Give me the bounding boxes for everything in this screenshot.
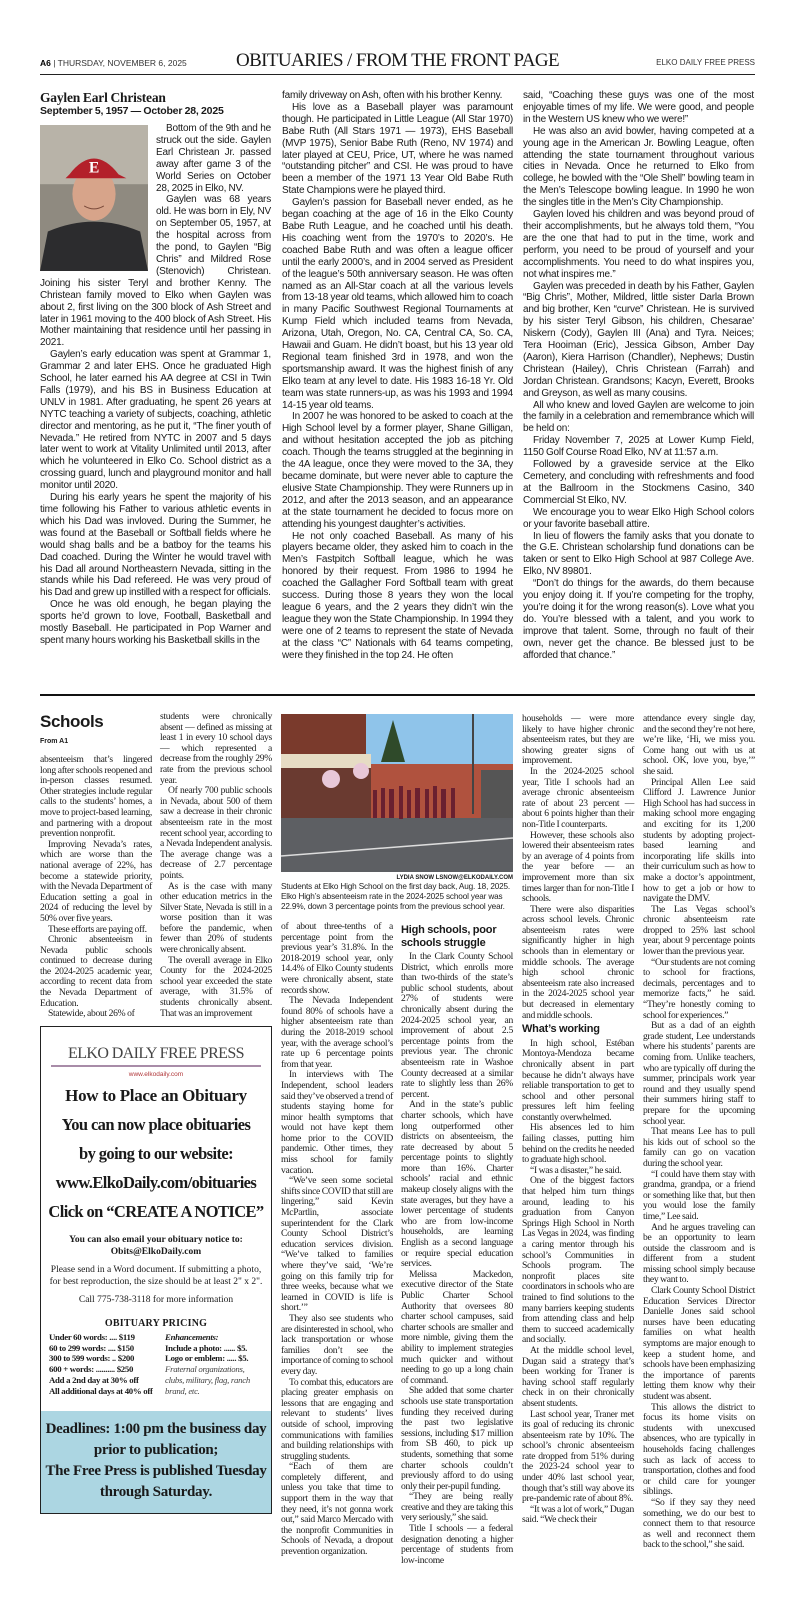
deadline-banner	[41, 1411, 271, 1513]
obituary-portrait-photo	[40, 125, 148, 271]
schools-left-block	[40, 712, 272, 1514]
paragraph: of about three-tenths of a percentage point from the previous year’s 31.8%. In the 2018-2019 school year, only 14.4% of Elko County students were chronically absent, state records show.	[281, 921, 393, 996]
paragraph: Last school year, Traner met its goal of reducing its chronic absenteeism rate by 10%. The school’s chronic absenteeism rate dropped from 51% during the 2023-24 school year to under 40% last school year, though that’s still way above its pre-pandemic rate of about 8%.	[522, 1408, 634, 1505]
ad-email-line: You can also email your obituary notice to:	[69, 1234, 243, 1245]
price-row: Under 60 words: .... $119	[49, 1331, 135, 1342]
paragraph: The Nevada Independent found 80% of schools have a higher absenteeism rate than during the 2018-2019 school year, with the average school’s rate up 6 percentage points from that year.	[281, 995, 393, 1070]
price-row: Add a 2nd day at 30% off	[49, 1375, 139, 1386]
page-header	[40, 52, 755, 75]
schools-column-3	[281, 922, 393, 1566]
svg-text:E: E	[88, 159, 100, 177]
deadline-line: Deadlines: 1:00 pm the business day	[45, 1420, 267, 1437]
paragraph: During his early years he spent the majority of his time following his Father to various athletic events in which his Dad was invloved. During the Summer, he was found at the Baseball or Softball fields where he would shag balls and be a batboy for the teams his Dad coached. During the Winter he would travel with his Dad all around Northeastern Nevada, sitting in the stands while his Dad refereed. He was very proud of his Dad and grew up instilled with a respect for officials.	[40, 492, 271, 599]
paragraph: We encourage you to wear Elko High School colors or your favorite baseball attire.	[523, 506, 754, 530]
ad-url[interactable]: www.elkodaily.com	[128, 1070, 184, 1078]
paragraph: In lieu of flowers the family asks that you donate to the G.E. Christean scholarship fund donations can be taken or sent to Elko High School at 987 College Ave. Elko, NV 89801.	[523, 530, 754, 578]
paragraph: In 2007 he was honored to be asked to coach at the High School level by a former player, Shane Gilligan, and without hesitation accepted the job as pitching coach. Though the teams struggled at the beginning in the 4A league, once they were moved to the 3A, they became dominate, but were never able to capture the elusive State Championship. They were Runners up in 2012, and after the 2013 season, and an appearance at the state tournament he decided to focus more on attending his youngest daughter’s activities.	[282, 411, 513, 530]
paragraph: Improving Nevada’s rates, which are worse than the national average of 22%, has become a statewide priority, with the Nevada Department of Education setting a goal in 2024 of reducing the level by 50% over five years.	[40, 838, 152, 924]
paragraph: He was also an avid bowler, having competed at a young age in the American Jr. Bowling League, often attending the state tournament throughout various cities in Nevada. Once he returned to Elko from college, he bowled with the “Ole Shell” bowling team in the Men’s Telescope bowling league. In 1990 he won the singles title in the Men’s City Championship.	[523, 125, 754, 209]
obituary-column-2	[282, 90, 513, 662]
obituary-name: Gaylen Earl Christean	[40, 90, 166, 105]
pricing-table	[41, 1329, 271, 1397]
photo-credit: LYDIA SNOW LSNOW@ELKODAILY.COM	[396, 875, 513, 881]
elko-daily-logo: ELKO DAILY FREE PRESS	[51, 1043, 261, 1067]
paragraph: To combat this, educators are placing greater emphasis on lessons that are engaging and relevant to students’ lives outside of school, improving communications with families and building relationships with struggling students.	[281, 1376, 393, 1462]
paragraph: households — were more likely to have higher chronic absenteeism rates, but they are showing greater signs of improvement.	[522, 713, 634, 767]
paragraph: And in the state’s public charter schools, which have long outperformed other districts on absenteeism, the rate decreased by about 5 percentage points to slightly more than 16%. Charter schools’ racial and ethnic makeup closely aligns with the state averages, but they have a lower percentage of students who are from low-income households, are learning English as a second language or require special education services.	[401, 1099, 513, 1270]
schools-column-6	[643, 714, 755, 1551]
paragraph: “I was a disaster,” he said.	[530, 1164, 622, 1176]
paragraph: That means Lee has to pull his kids out of school so the family can go on vacation during the school year.	[643, 1126, 755, 1169]
schools-column-4	[401, 922, 513, 1566]
paragraph: “I could have them stay with grandma, grandpa, or a friend or something like that, but then you would lose the family time,” Lee said.	[643, 1168, 755, 1222]
schools-column-2	[160, 712, 272, 1020]
paragraph: His absences led to him failing classes, putting him behind on the credits he needed to graduate high school.	[522, 1122, 634, 1166]
paragraph: And he argues traveling can be an opportunity to learn outside the classroom and is different from a student missing school simply because they want to.	[643, 1221, 755, 1286]
ad-line: by going to our website:	[79, 1143, 233, 1163]
subheading: High schools, poor schools struggle	[401, 924, 497, 949]
paragraph: But as a dad of an eighth grade student, Lee understands where his students’ parents are coming from. Unlike teachers, who are typically off during the summer, principals work year round and they usually spend their summers hiring staff to prepare for the upcoming school year.	[643, 1020, 755, 1127]
paragraph: Of nearly 700 public schools in Nevada, about 500 of them saw a decrease in their chronic absenteeism rate in the most recent school year, according to a Nevada Independent analysis. The average change was a decrease of 2.7 percentage points.	[160, 785, 272, 881]
paragraph: family driveway on Ash, often with his brother Kenny.	[282, 90, 503, 101]
paragraph: Once he was old enough, he began playing the sports he’d grown to love, Football, Basketball and mostly Baseball. He participated in Pop Warner and spent many hours working his Basketball skills in the	[40, 599, 271, 646]
ad-word-doc: Please send in a Word document. If submitting a photo, for best reproduction, the size should be at least 2" x 2".	[49, 1264, 263, 1287]
paragraph: His love as a Baseball player was paramount though. He participated in Little League (All Star 1970) Babe Ruth (All Stars 1971 — 1973), EHS Baseball (MVP 1975), Senior Babe Ruth (Reno, NV 1974) and later played at CEU, Price, UT, where he was named “outstanding pitcher” and CSI. He was proud to have been a member of the 1971 13 Year Old Babe Ruth State Champions were he played third.	[282, 101, 513, 197]
paragraph: Gaylen loved his children and was beyond proud of their accomplishments, but he always told them, “You are the one that had to put in the time, work and perform, you need to be proud of yourself and your accomplishments. You need to do what inspires you, not what inspires me.”	[523, 209, 754, 280]
schools-middle-block	[281, 714, 513, 1566]
price-row: 60 to 299 words: .... $150	[49, 1342, 134, 1353]
paragraph: “So if they say they need something, we do our best to connect them to that resource as well and reconnect them back to the school,” she said.	[643, 1496, 755, 1551]
paragraph: Friday November 7, 2025 at Lower Kump Field, 1150 Golf Course Road Elko, NV at 11:57 a.m.	[523, 435, 754, 459]
paragraph: At the middle school level, Dugan said a strategy that’s been working for Traner is having school staff regularly check in on their chronically absent students.	[522, 1344, 634, 1409]
schools-column-1	[40, 755, 152, 1020]
paragraph: This allows the district to focus its home visits on students with unexcused absences, who are typically in households facing challenges such as lack of access to transportation, clothes and food or child care for younger siblings.	[643, 1401, 755, 1498]
schools-column-5	[522, 714, 634, 1526]
price-row: 600 + words: .......... $250	[49, 1364, 134, 1375]
obituary-column-3	[523, 90, 754, 662]
schools-title: Schools	[40, 712, 104, 731]
paragraph: In the Clark County School District, which enrolls more than two-thirds of the state’s public school students, about 27% of students were chronically absent during the 2024-2025 school year, an improvement of about 2.5 percentage points from the previous year. The chronic absenteeism rate in Washoe County decreased at a similar rate to slightly less than 26% percent.	[401, 951, 513, 1100]
ad-headline: How to Place an Obituary	[65, 1085, 247, 1105]
paragraph: In the 2024-2025 school year, Title I schools had an average chronic absenteeism rate of about 23 percent — about 6 points higher than their non-Title I counterparts.	[522, 765, 634, 830]
paragraph: “Don’t do things for the awards, do them because you enjoy doing it. If you’re competing for the trophy, you’re doing it for the wrong reason(s). Love what you do. You’re blessed with a talent, and you work to improve that talent. Some, through no fault of their own, never get the chance. Be blessed just to be afforded that chance.”	[523, 578, 754, 661]
paragraph: Chronic absenteeism in Nevada public schools continued to decrease during the 2024-2025 academic year, according to recent data from the Nevada Department of Education.	[40, 934, 152, 1009]
paragraph: Bottom of the 9th and he struck out the side. Gaylen Earl Christean Jr. passed away after game 3 of the World Series on October 28, 2025 in Elko, NV.	[156, 123, 271, 194]
enhancement-row: Logo or emblem: ..... $5.	[165, 1353, 249, 1364]
deadline-line: prior to publication;	[93, 1441, 219, 1458]
paragraph: Melissa Mackedon, executive director of the State Public Charter School Authority that oversees 80 charter school campuses, said charter schools are smaller and more nimble, giving them the ability to implement strategies much quicker and without needing to go up a long chain of command.	[401, 1268, 513, 1386]
pricing-title: OBITUARY PRICING	[104, 1317, 208, 1329]
paragraph: The overall average in Elko County for the 2024-2025 school year exceeded the state average, with 31.5% of students chronically absent. That was an improvement	[160, 954, 272, 1019]
subheading: What’s working	[522, 1023, 600, 1036]
ad-website-link[interactable]: www.ElkoDaily.com/obituaries	[55, 1172, 257, 1192]
enhancement-row: Include a photo: ...... $5.	[165, 1342, 248, 1353]
deadline-line: through Saturday.	[99, 1483, 213, 1500]
paragraph: In interviews with The Independent, school leaders said they’ve observed a trend of students staying home for minor health symptoms that would not have kept them home prior to the COVID pandemic. Other times, they miss school for family vacation.	[281, 1069, 393, 1176]
paragraph: “Each of them are completely different, and unless you take that time to support them in the way that they need, it’s not gonna work out,” said Marco Mercado with the nonprofit Communities in Schools of Nevada, a dropout prevention organization.	[281, 1461, 393, 1558]
paragraph: Clark County School District Education Services Director Danielle Jones said school nurses have been educating families on what health symptoms are major enough to keep a student home, and schools have been emphasizing the importance of parents letting them know why their student was absent.	[643, 1285, 755, 1402]
paragraph: Gaylen’s passion for Baseball never ended, as he began coaching at the age of 16 in the Elko County Babe Ruth League, and he coached until his death. His coaching went from the 1970’s to 2020’s. He coached Babe Ruth and was often a league officer until the early 2000’s, and in 2004 served as President of the league’s 50th anniversary season. He was often named as an All-Star coach at all the various levels from 13-18 year old teams, which allowed him to coach in many Pacific Southwest Regional Tournaments at Kump Field which included teams from Nevada, Arizona, Utah, Oregon, No. CA, Central CA, So. CA, Hawaii and Guam. He didn’t boast, but his 13 year old Regional team finished 3rd in 1978, and won the sportsmanship award. It was the highest finish of any Elko team at any level to date. His 1983 16-18 Yr. Old team was state runners-up, as was his 1993 and 1994 14-15 year old teams.	[282, 197, 513, 411]
paragraph: Gaylen’s early education was spent at Grammar 1, Grammar 2 and later EHS. Once he graduated High School, he later earned his AA degree at CSI in Twin Falls (1979), and his BS in Business Education at UNLV in 1981. After graduating, he spent 26 years at NYTC teaching a variety of subjects, coaching, athletic director and mentoring, as he put it, “The finer youth of Nevada.” He retired from NYTC in 2007 and 5 days later went to work at Vitality Unlimited until 2013, after which he volunteered in Elko Co. School district as a crossing guard, lunch and playground monitor and hall monitor until 2020.	[40, 349, 271, 492]
deadline-line: The Free Press is published Tuesday	[45, 1462, 267, 1479]
paragraph: He not only coached Baseball. As many of his players became older, they asked him to coach in the Men’s Fastpitch Softball league, which he was honored by their request. From 1986 to 1994 he coached the Gallagher Ford Softball team with great success. During those 8 years they won the local league 6 years, and the 2 years they didn’t win the league they won the State Championship. In 1994 they were one of 2 teams to represent the state of Nevada at the class “C” Nationals with 64 teams competing, were they finished in the top 24. He often	[282, 530, 513, 661]
photo-caption: Students at Elko High School on the first day back, Aug. 18, 2025. Elko High’s absenteeism rate in the 2024-2025 school year was 22.9%, down 3 percentage points from the previous school year.	[281, 882, 511, 911]
paragraph: They also see students who are disinterested in school, who lack transportation or whose families don’t see the importance of coming to school every day.	[281, 1312, 393, 1377]
paragraph: One of the biggest factors that helped him turn things around, leading to his graduation from Canyon Springs High School in North Las Vegas in 2024, was finding a caring mentor through his school’s Communities in Schools program. The nonprofit places site coordinators in schools who are trained to find solutions to the many barriers keeping students from attending class and help them to succeed academically and socially.	[522, 1175, 634, 1346]
enhancement-note: Fraternal organizations, clubs, military, flag, ranch brand, etc.	[165, 1364, 250, 1396]
paragraph: absenteeism that’s lingered long after schools reopened and in-person classes resumed. Other strategies include regular calls to the students’ homes, a move to project-based learning, and partnering with a dropout prevention nonprofit.	[40, 754, 152, 840]
paragraph: “They are being really creative and they are taking this very seriously,” she said.	[401, 1491, 513, 1524]
paragraph: However, these schools also lowered their absenteeism rates by an average of 4 points from the year before — an improvement more than six times larger than for non-Title I schools.	[522, 829, 634, 905]
paragraph: said, “Coaching these guys was one of the most enjoyable times of my life. We were good, and people in the Western US knew who we were!”	[523, 90, 754, 125]
paragraph: In high school, Estéban Montoya-Mendoza became chronically absent in part because he didn’t always have reliable transportation to get to school and other personal pressures left him feeling constantly overwhelmed.	[522, 1037, 634, 1123]
section-divider	[40, 694, 755, 696]
paragraph: These efforts are paying off.	[48, 923, 147, 935]
paragraph: “We’ve seen some societal shifts since COVID that still are lingering,” said Kevin McPartlin, associate superintendent for the Clark County School District’s education services division. “We’ve talked to families where they’ve said, ‘We’re going on this family trip for three weeks, because what we learned in COVID is life is short.’”	[281, 1175, 393, 1314]
page-folio: A6 | THURSDAY, NOVEMBER 6, 2025	[40, 58, 187, 68]
obituary-dates: September 5, 1957 — October 28, 2025	[40, 105, 224, 117]
issue-date: THURSDAY, NOVEMBER 6, 2025	[57, 58, 187, 68]
paragraph: Gaylen was 68 years old. He was born in Ely, NV on September 05, 1957, at the hospital across from the pond, to Gaylen “Big Chris” and Mildred Rose (Stenovich) Christean. Joining his sister Teryl and brother Kenny. The Christean family moved to Elko when Gaylen was about 2, first living on the 300 block of Ash Street and later in 1961 moving to the 400 block of Ash Street. His Mother maintaining that residence until her passing in 2021.	[40, 194, 271, 349]
paragraph: attendance every single day, and the second they’re not here, we’re like, ‘Hi, we miss you. Come hang out with us at school. OK, love you, bye,’” she said.	[643, 713, 755, 777]
obituary-column-1	[40, 90, 271, 647]
obituary-ad-box	[40, 1026, 272, 1514]
paragraph: “Our students are not coming to school for fractions, decimals, percentages and to memorize facts,” he said. “They’re honestly coming to school for experiences.”	[643, 956, 755, 1021]
paragraph: The Las Vegas school’s chronic absenteeism rate dropped to 25% last school year, about 9 percentage points lower than the previous year.	[643, 903, 755, 958]
ad-line: Click on “CREATE A NOTICE”	[48, 1201, 264, 1221]
paragraph: students were chronically absent — defined as missing at least 1 in every 10 school days — which represented a decrease from the roughly 29% rate from the previous school year.	[160, 711, 272, 786]
section-title: OBITUARIES / FROM THE FRONT PAGE	[235, 50, 560, 71]
jump-label: From A1	[40, 738, 69, 745]
paragraph: As is the case with many other education metrics in the Silver State, Nevada is still in a worse position than it was before the pandemic, when fewer than 20% of students were chronically absent.	[160, 880, 272, 956]
paragraph: She added that some charter schools use state transportation funding they received during the past two legislative sessions, including $17 million from SB 460, to pick up students, something that some charter schools couldn’t previously afford to do using only their per-pupil funding.	[401, 1385, 513, 1492]
paragraph: Gaylen was preceded in death by his Father, Gaylen “Big Chris”, Mother, Mildred, little sister Darla Brown and big brother, Ken “curve” Christean. He is survived by his sister Teryl Gibson, his children, Chesarae’ Niskern (Cody), Gaylen III (Ana) and Tyra. Neices; Tera Hooiman (Eric), Jessica Gibson, Amber Day (Aaron), Kiera Harrison (Chandler), Nephews; Dustin Christean (Hailey), Chris Christean (Farrah) and Jordan Christean. Grandsons; Kacyn, Everett, Brooks and Greyson, as well as many cousins.	[523, 280, 754, 399]
paragraph: Title I schools — a federal designation denoting a higher percentage of students from low-income	[401, 1523, 513, 1566]
paragraph: Followed by a graveside service at the Elko Cemetery, and concluding with refreshments and food at the Ballroom in the Stockmens Casino, 340 Commercial St Elko, NV.	[523, 459, 754, 506]
price-row: All additional days at 40% off	[49, 1385, 153, 1396]
page-number: A6	[40, 58, 51, 68]
paragraph: All who knew and loved Gaylen are welcome to join the family in a celebration and remembrance which will be held on:	[523, 399, 754, 435]
ad-call: Call 775-738-3118 for more information	[78, 1294, 234, 1305]
students-photo	[281, 714, 513, 872]
paragraph: “It was a lot of work,” Dugan said. “We check their	[522, 1503, 634, 1526]
paper-name: ELKO DAILY FREE PRESS	[656, 58, 755, 67]
enhancements-title: Enhancements:	[165, 1331, 219, 1342]
paragraph: Statewide, about 26% of	[48, 1008, 135, 1020]
paragraph: Principal Allen Lee said Clifford J. Lawrence Junior High School has had success in making school more engaging and exciting for its 1,200 students by adopting project-based learning and incorporating life skills into their curriculum such as how to make a doctor’s appointment, how to get a job or how to navigate the DMV.	[643, 776, 755, 905]
price-row: 300 to 599 words: .. $200	[49, 1353, 135, 1364]
ad-line: You can now place obituaries	[61, 1114, 251, 1134]
ad-email[interactable]: Obits@ElkoDaily.com	[110, 1246, 202, 1257]
paragraph: There were also disparities across school levels. Chronic absenteeism rates were significantly higher in high schools than in elementary or middle schools. The average high school chronic absenteeism rate also increased in the 2024-2025 school year but decreased in elementary and middle schools.	[522, 903, 634, 1021]
